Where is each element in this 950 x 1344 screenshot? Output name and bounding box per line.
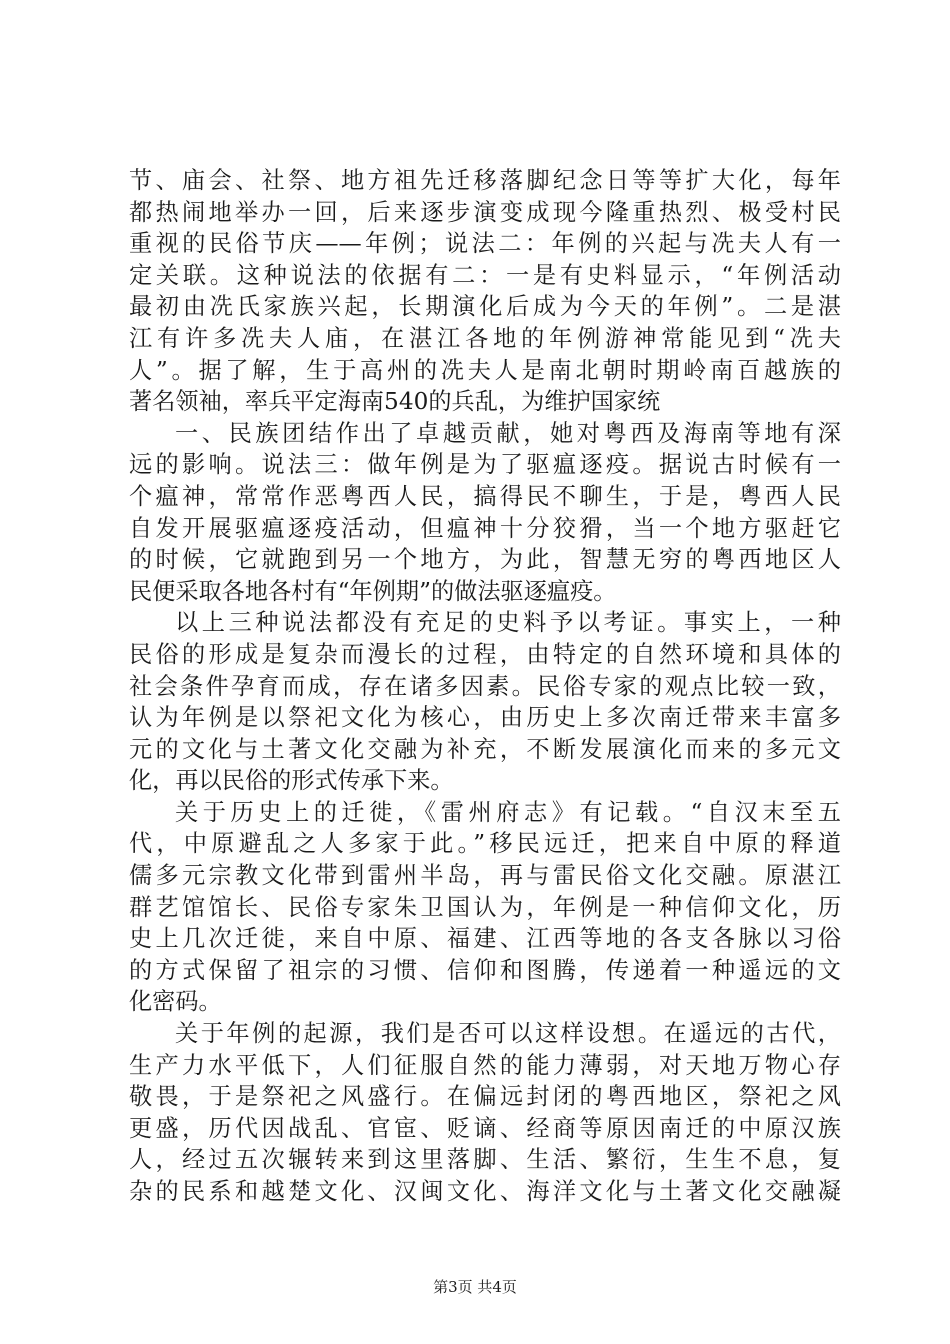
- text-line: 史上几次迁徙，来自中原、福建、江西等地的各支各脉以习俗: [129, 925, 841, 953]
- text-line: 自发开展驱瘟逐疫活动，但瘟神十分狡猾，当一个地方驱赶它: [129, 514, 841, 542]
- text-line: 儒多元宗教文化带到雷州半岛，再与雷民俗文化交融。原湛江: [129, 862, 841, 890]
- text-line: 更盛，历代因战乱、官宦、贬谪、经商等原因南迁的中原汉族: [129, 1114, 841, 1142]
- text-line: 化，再以民俗的形式传承下来。: [129, 767, 454, 795]
- text-line: 人，经过五次辗转来到这里落脚、生活、繁衍，生生不息，复: [129, 1146, 841, 1174]
- document-body: [129, 165, 841, 1208]
- text-line: 化密码。: [129, 988, 222, 1016]
- text-line: 都热闹地举办一回，后来逐步演变成现今隆重热烈、极受村民: [129, 198, 841, 226]
- text-line: 代，中原避乱之人多家于此。”移民远迁，把来自中原的释道: [129, 830, 841, 858]
- text-line: 一、民族团结作出了卓越贡献，她对粤西及海南等地有深: [175, 419, 841, 447]
- text-line: 定关联。这种说法的依据有二：一是有史料显示，“年例活动: [129, 261, 841, 289]
- text-line: 元的文化与土著文化交融为补充，不断发展演化而来的多元文: [129, 735, 841, 763]
- text-line: 远的影响。说法三：做年例是为了驱瘟逐疫。据说古时候有一: [129, 451, 841, 479]
- text-line: 民俗的形成是复杂而漫长的过程，由特定的自然环境和具体的: [129, 640, 841, 668]
- page-footer: 第3页 共4页: [433, 1278, 517, 1296]
- text-line: 的时候，它就跑到另一个地方，为此，智慧无穷的粤西地区人: [129, 546, 841, 574]
- text-line: 关于历史上的迁徙，《雷州府志》有记载。“自汉末至五: [175, 798, 841, 826]
- text-line: 人”。据了解，生于高州的冼夫人是南北朝时期岭南百越族的: [129, 356, 841, 384]
- text-line: 敬畏，于是祭祀之风盛行。在偏远封闭的粤西地区，祭祀之风: [129, 1083, 841, 1111]
- text-line: 生产力水平低下，人们征服自然的能力薄弱，对天地万物心存: [129, 1051, 841, 1079]
- text-line: 认为年例是以祭祀文化为核心，由历史上多次南迁带来丰富多: [129, 704, 841, 732]
- text-line: 杂的民系和越楚文化、汉闽文化、海洋文化与土著文化交融凝: [129, 1178, 841, 1205]
- text-line: 民便采取各地各村有“年例期”的做法驱逐瘟疫。: [129, 577, 617, 605]
- text-line: 最初由冼氏家族兴起，长期演化后成为今天的年例”。二是湛: [129, 293, 841, 321]
- text-line: 社会条件孕育而成，存在诸多因素。民俗专家的观点比较一致，: [129, 672, 841, 700]
- text-line: 江有许多冼夫人庙，在湛江各地的年例游神常能见到“冼夫: [129, 324, 841, 352]
- text-line: 著名领袖，率兵平定海南540的兵乱，为维护国家统: [129, 388, 661, 416]
- text-line: 个瘟神，常常作恶粤西人民，搞得民不聊生，于是，粤西人民: [129, 482, 841, 510]
- text-line: 群艺馆馆长、民俗专家朱卫国认为，年例是一种信仰文化，历: [129, 893, 841, 921]
- text-line: 关于年例的起源，我们是否可以这样设想。在遥远的古代，: [175, 1020, 841, 1048]
- text-line: 重视的民俗节庆——年例；说法二：年例的兴起与冼夫人有一: [129, 230, 841, 258]
- text-line: 的方式保留了祖宗的习惯、信仰和图腾，传递着一种遥远的文: [129, 956, 841, 984]
- text-line: 节、庙会、社祭、地方祖先迁移落脚纪念日等等扩大化，每年: [129, 167, 841, 194]
- text-line: 以上三种说法都没有充足的史料予以考证。事实上，一种: [175, 609, 841, 637]
